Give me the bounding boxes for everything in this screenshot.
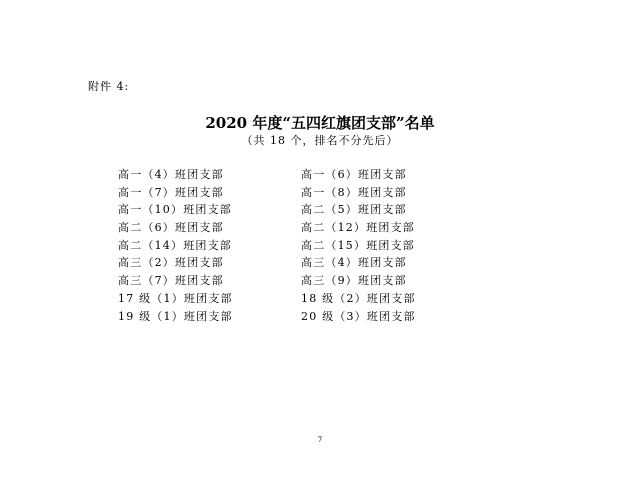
list-row xyxy=(118,272,478,290)
list-row xyxy=(118,237,478,255)
page-number: 7 xyxy=(317,436,323,444)
document-title: 2020 年度“五四红旗团支部”名单 xyxy=(205,114,435,132)
list-row xyxy=(118,290,478,308)
list-item: 高二（12）班团支部 xyxy=(301,221,415,235)
list-item: 高三（2）班团支部 xyxy=(118,256,224,270)
list-item: 高二（14）班团支部 xyxy=(118,238,232,252)
list-item: 高二（6）班团支部 xyxy=(118,221,224,235)
list-row xyxy=(118,308,478,326)
document-subtitle: （共 18 个，排名不分先后） xyxy=(241,134,399,147)
list-item: 高一（4）班团支部 xyxy=(118,168,224,181)
attachment-label: 附件 4: xyxy=(88,80,130,93)
list-row xyxy=(118,219,478,237)
list-item: 高三（4）班团支部 xyxy=(301,256,407,270)
list-item: 高三（9）班团支部 xyxy=(301,274,407,288)
branch-list xyxy=(118,166,478,325)
list-item: 高一（6）班团支部 xyxy=(301,168,407,181)
list-item: 高二（15）班团支部 xyxy=(301,238,415,252)
list-row xyxy=(118,166,478,184)
list-item: 高二（5）班团支部 xyxy=(301,203,407,217)
list-item: 17 级（1）班团支部 xyxy=(118,291,233,305)
list-item: 高三（7）班团支部 xyxy=(118,274,224,288)
list-item: 18 级（2）班团支部 xyxy=(301,291,416,305)
list-item: 20 级（3）班团支部 xyxy=(301,309,416,323)
list-row xyxy=(118,254,478,272)
list-item: 高一（7）班团支部 xyxy=(118,185,224,199)
list-row xyxy=(118,184,478,202)
list-item: 高一（8）班团支部 xyxy=(301,185,407,199)
list-row xyxy=(118,201,478,219)
list-item: 高一（10）班团支部 xyxy=(118,203,232,217)
list-item: 19 级（1）班团支部 xyxy=(118,309,233,323)
